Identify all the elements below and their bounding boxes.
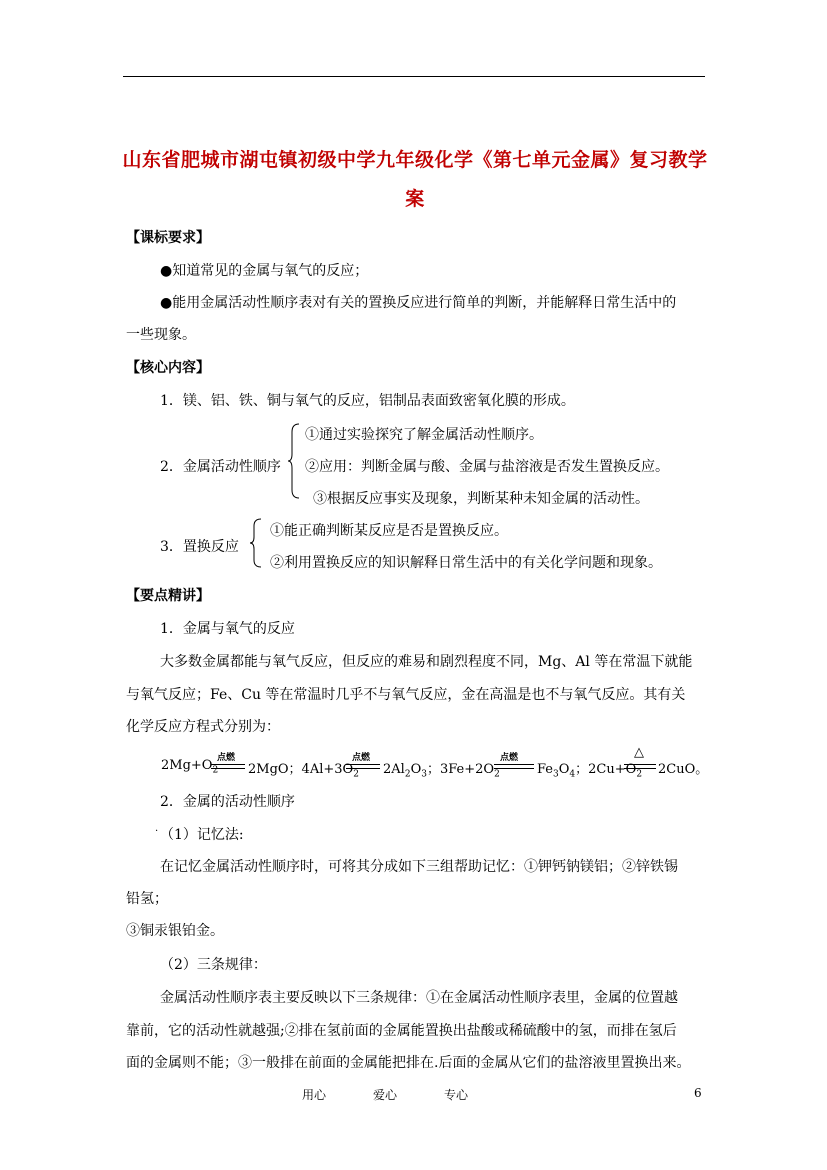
equation-text: $2Al_2O_3$；$3Fe+2O_2$	[383, 762, 500, 780]
core-item-3-sub: ①能正确判断某反应是否是置换反应。	[270, 523, 508, 539]
paragraph: 在记忆金属活动性顺序时，可将其分成如下三组帮助记忆：①钾钙钠镁铝；②锌铁锡	[160, 859, 678, 875]
section-heading-standards: 【课标要求】	[126, 230, 210, 246]
equals-sign	[624, 764, 656, 769]
left-brace-icon	[249, 517, 263, 569]
condition-ignite: 点燃	[500, 753, 519, 763]
equation-text: $2Mg+O_2$	[161, 758, 219, 776]
equation-text: $Fe_3O_4$；$2Cu+O_2$	[537, 762, 643, 780]
core-item-3-label: 3．置换反应	[160, 539, 239, 555]
condition-heat: △	[634, 745, 644, 760]
core-item-2-sub: ③根据反应事实及现象，判断某种未知金属的活动性。	[313, 491, 649, 507]
standards-item-cont: 一些现象。	[126, 327, 196, 343]
paragraph: 化学反应方程式分别为：	[126, 719, 280, 735]
standards-item: ●能用金属活动性顺序表对有关的置换反应进行简单的判断，并能解释日常生活中的	[160, 295, 677, 311]
equals-sign	[211, 764, 245, 769]
stray-dot: .	[155, 823, 159, 834]
document-title-cont: 案	[405, 188, 425, 210]
equals-sign	[494, 764, 534, 769]
equation-text: 2CuO。	[658, 762, 709, 777]
core-item-2-sub: ①通过实验探究了解金属活动性顺序。	[305, 427, 543, 443]
subheading-rules: （2）三条规律：	[160, 957, 267, 973]
footer-motto: 专心	[444, 1088, 469, 1102]
footer-motto: 用心	[302, 1088, 327, 1102]
paragraph: 大多数金属都能与氧气反应，但反应的难易和剧烈程度不同，Mg、Al 等在常温下就能	[160, 654, 693, 670]
subheading: 1．金属与氧气的反应	[160, 621, 295, 637]
paragraph: 与氧气反应；Fe、Cu 等在常温时几乎不与氧气反应，金在高温是也不与氧气反应。其有关	[126, 687, 686, 703]
paragraph: ③铜汞银铂金。	[126, 923, 224, 939]
core-item-3-sub: ②利用置换反应的知识解释日常生活中的有关化学问题和现象。	[270, 555, 662, 571]
paragraph: 面的金属则不能；③一般排在前面的金属能把排在.后面的金属从它们的盐溶液里置换出来。	[126, 1055, 691, 1071]
section-heading-core: 【核心内容】	[126, 360, 210, 376]
paragraph: 金属活动性顺序表主要反映以下三条规律：①在金属活动性顺序表里，金属的位置越	[160, 990, 678, 1006]
paragraph: 铅氢；	[126, 891, 168, 907]
standards-item: ●知道常见的金属与氧气的反应；	[160, 263, 369, 279]
condition-ignite: 点燃	[352, 753, 371, 763]
subheading-memo: （1）记忆法:	[160, 827, 244, 843]
core-item-2-sub: ②应用：判断金属与酸、金属与盐溶液是否发生置换反应。	[305, 459, 669, 475]
equation-text: 2MgO；$4Al+3O_2$	[248, 762, 359, 780]
condition-ignite: 点燃	[217, 753, 236, 763]
core-item-2-label: 2．金属活动性顺序	[160, 459, 281, 475]
section-heading-points: 【要点精讲】	[126, 588, 210, 604]
equals-sign	[346, 764, 380, 769]
document-title: 山东省肥城市湖屯镇初级中学九年级化学《第七单元金属》复习教学	[122, 149, 708, 171]
left-brace-icon	[287, 422, 301, 500]
page-number: 6	[694, 1086, 702, 1100]
core-item-1: 1．镁、铝、铁、铜与氧气的反应，铝制品表面致密氧化膜的形成。	[160, 393, 575, 409]
footer-motto: 爱心	[373, 1088, 398, 1102]
subheading: 2．金属的活动性顺序	[160, 794, 295, 810]
paragraph: 靠前，它的活动性就越强;②排在氢前面的金属能置换出盐酸或稀硫酸中的氢，而排在氢后	[126, 1023, 677, 1039]
header-rule	[123, 76, 705, 77]
